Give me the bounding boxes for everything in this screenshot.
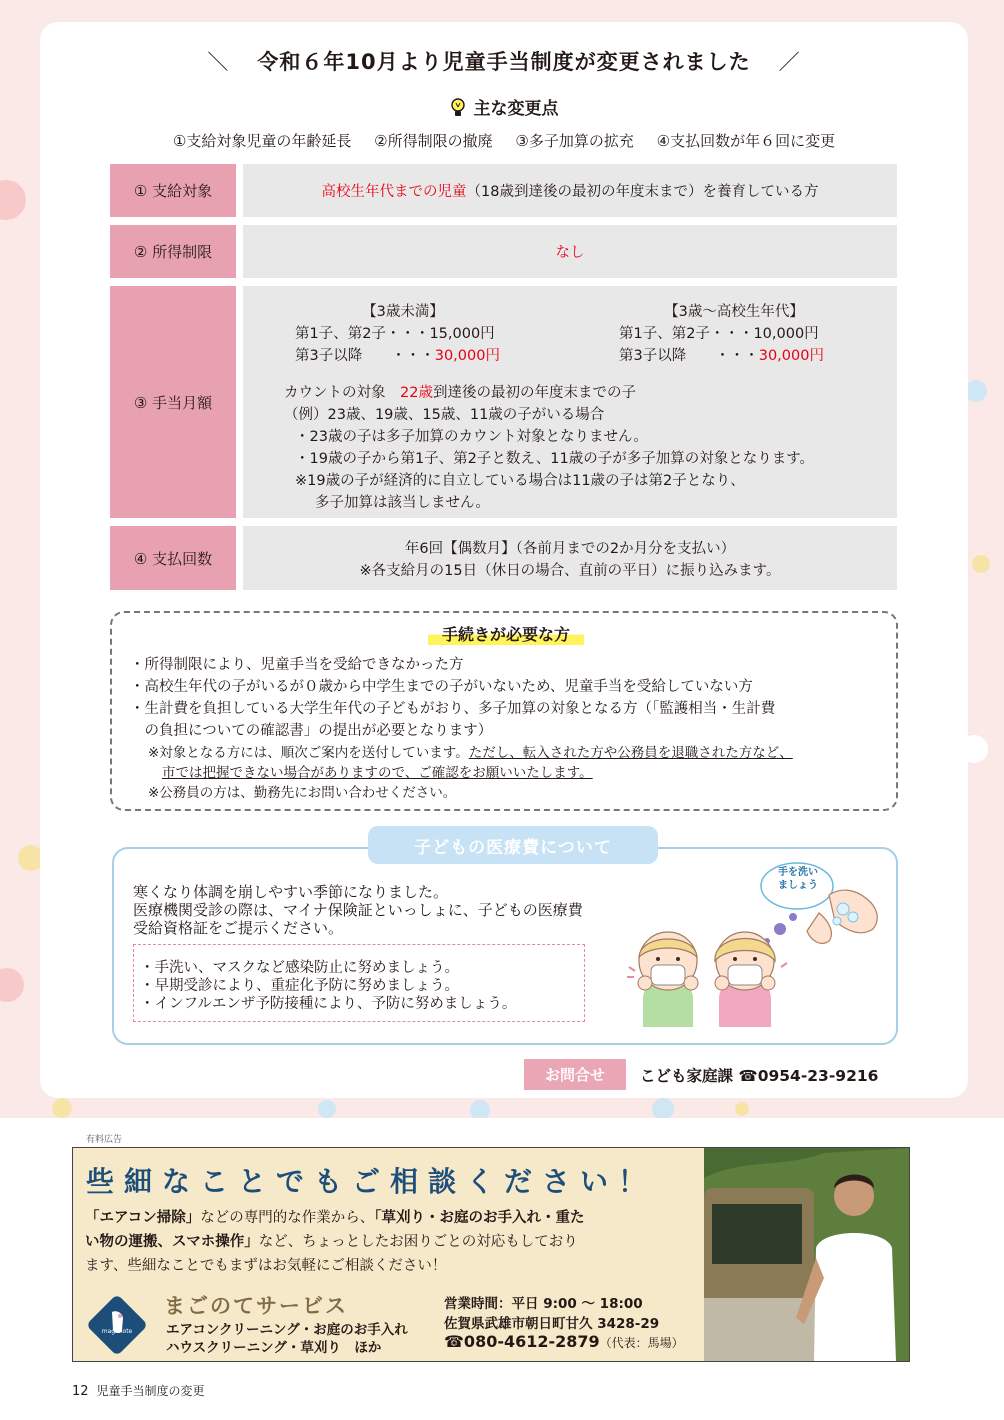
count-example: （例）23歳、19歳、15歳、11歳の子がいる場合 xyxy=(284,407,605,423)
decor-dot xyxy=(0,180,26,220)
income-limit-value: なし xyxy=(555,245,585,261)
medical-title: 子どもの医療費について xyxy=(368,826,658,864)
ad-text: 「草刈り・お庭のお手入れ・重た xyxy=(374,1210,585,1226)
magonote-logo xyxy=(86,1294,148,1356)
procedure-item: ・高校生年代の子がいるが０歳から中学生までの子がいないため、児童手当を受給していない方 xyxy=(130,679,753,695)
medical-tip: ・インフルエンザ予防接種により、予防に努めましょう。 xyxy=(140,996,517,1012)
procedure-title: 手続きが必要な方 xyxy=(428,622,584,645)
row-body-monthly-amount xyxy=(243,286,897,518)
title-decoration: ＼ xyxy=(207,50,230,74)
row-label-income-limit xyxy=(110,225,236,278)
procedure-note-underlined: ただし、転入された方や公務員を退職された方など、 xyxy=(468,745,793,761)
count-bullet: ・23歳の子は多子加算のカウント対象となりません。 xyxy=(295,429,648,445)
ad-headline: 些細なことでもご相談ください！ xyxy=(86,1165,657,1198)
ad-body-line xyxy=(85,1230,578,1254)
row-label-text: ② 所得制限 xyxy=(133,243,213,261)
decor-dot xyxy=(470,1100,490,1118)
procedure-note-plain: ※対象となる方には、順次ご案内を送付しています。 xyxy=(148,745,469,761)
row-body-payment-frequency xyxy=(243,526,897,590)
ad-phone-note: （代表：馬場） xyxy=(599,1336,684,1350)
procedure-note: ※公務員の方は、勤務先にお問い合わせください。 xyxy=(148,785,457,801)
key-changes-title: 主な変更点 xyxy=(473,99,559,119)
decor-dot xyxy=(652,1098,674,1118)
key-change-item: ①支給対象児童の年齢延長 xyxy=(172,132,352,150)
count-target-line xyxy=(284,381,636,402)
row-label-text: ③ 手当月額 xyxy=(133,393,213,412)
count-bullet: ・19歳の子から第1子、第2子と数え、11歳の子が多子加算の対象となります。 xyxy=(295,451,815,467)
procedure-item: の負担についての確認書」の提出が必要となります） xyxy=(130,723,493,739)
ad-body-line xyxy=(85,1206,585,1230)
key-change-item: ②所得制限の撤廃 xyxy=(374,132,493,150)
age3-to-highschool-heading: 【3歳～高校生年代】 xyxy=(664,304,804,320)
ad-text: い物の運搬、スマホ操作」 xyxy=(85,1234,259,1250)
medical-text: 寒くなり体調を崩しやすい季節になりました。 xyxy=(133,883,449,901)
footer-title: 児童手当制度の変更 xyxy=(96,1384,205,1398)
count-prefix: カウントの対象 xyxy=(284,385,400,401)
count-note: ※19歳の子が経済的に自立している場合は11歳の子は第2子となり、 xyxy=(295,473,745,489)
ad-hours: 営業時間：平日 9:00 ～ 18:00 xyxy=(444,1296,643,1312)
page-title xyxy=(40,46,968,76)
age3-to-highschool-line2 xyxy=(619,344,824,365)
decor-dot xyxy=(972,555,990,573)
key-changes-heading xyxy=(40,94,968,119)
lightbulb-icon xyxy=(450,98,466,118)
row-body-eligibility xyxy=(243,164,897,217)
under3-line2-prefix: 第3子以降 ・・・ xyxy=(295,348,435,364)
procedure-item: ・所得制限により、児童手当を受給できなかった方 xyxy=(130,657,464,673)
row-label-eligibility xyxy=(110,164,236,217)
hand-washing-bubble xyxy=(778,866,818,892)
children-mask-illustration xyxy=(615,857,895,1027)
count-note: 多子加算は該当しません。 xyxy=(315,495,490,511)
eligibility-text: （18歳到達後の最初の年度末まで）を養育している方 xyxy=(466,184,819,200)
decor-dot xyxy=(318,1100,336,1118)
payment-frequency-line1: 年6回【偶数月】（各前月までの2か月分を支払い） xyxy=(404,541,736,557)
key-change-item: ④支払回数が年６回に変更 xyxy=(656,132,836,150)
ad-services: エアコンクリーニング・お庭のお手入れ xyxy=(166,1322,408,1338)
eligibility-highlight: 高校生年代までの児童 xyxy=(321,184,467,200)
key-change-item: ③多子加算の拡充 xyxy=(515,132,634,150)
decor-dot xyxy=(965,380,987,402)
age3-to-highschool-line1: 第1子、第2子・・・10,000円 xyxy=(619,326,819,342)
count-age: 22歳 xyxy=(400,385,433,401)
ad-photo xyxy=(704,1148,909,1361)
magonote-logo-icon xyxy=(86,1294,148,1356)
key-changes-list xyxy=(40,130,968,151)
medical-text: 受給資格証をご提示ください。 xyxy=(133,919,344,937)
contact-badge: お問合せ xyxy=(524,1059,626,1090)
ad-phone[interactable]: ☎080-4612-2879 xyxy=(444,1332,600,1351)
ad-text: など、ちょっとしたお困りごとの対応もしており xyxy=(258,1234,578,1250)
contact-phone[interactable]: こども家庭課 ☎0954-23-9216 xyxy=(640,1067,879,1085)
ad-services: ハウスクリーニング・草刈り ほか xyxy=(166,1340,382,1356)
under3-line2-amount: 30,000円 xyxy=(434,348,500,364)
row-label-payment-frequency xyxy=(110,526,236,590)
page-number: 12 xyxy=(72,1384,89,1399)
page-footer xyxy=(72,1382,205,1399)
medical-text: 医療機関受診の際は、マイナ保険証といっしょに、子どもの医療費 xyxy=(133,901,583,919)
ad-address: 佐賀県武雄市朝日町甘久 3428-29 xyxy=(444,1316,660,1332)
decor-dot xyxy=(52,1098,72,1118)
row-label-monthly-amount xyxy=(110,286,236,518)
row-body-income-limit xyxy=(243,225,897,278)
bubble-text: 手を洗い xyxy=(778,867,818,878)
ad-person-photo xyxy=(704,1148,909,1361)
procedure-item: ・生計費を負担している大学生年代の子どもがおり、多子加算の対象となる方（「監護相当・生計費 xyxy=(130,701,776,717)
procedure-note xyxy=(148,743,793,764)
under3-line2 xyxy=(295,344,500,365)
under3-heading: 【3歳未満】 xyxy=(362,304,444,320)
ad-body-line: ます、些細なことでもまずはお気軽にご相談ください！ xyxy=(85,1258,447,1274)
decor-dot xyxy=(0,968,24,1002)
procedure-note-underlined: 市では把握できない場合がありますので、ご確認をお願いいたします。 xyxy=(162,765,593,781)
logo-text: magonote xyxy=(101,1328,133,1335)
ad-phone-line xyxy=(444,1332,684,1351)
decor-dot xyxy=(735,1102,749,1116)
row-label-text: ④ 支払回数 xyxy=(133,549,213,568)
under3-line1: 第1子、第2子・・・15,000円 xyxy=(295,326,495,342)
row-label-text: ① 支給対象 xyxy=(133,182,213,200)
payment-frequency-line2: ※各支給月の15日（休日の場合、直前の平日）に振り込みます。 xyxy=(359,563,781,579)
ad-text: 「エアコン掃除」 xyxy=(85,1210,201,1226)
title-text: 令和６年10月より児童手当制度が変更されました xyxy=(257,50,751,74)
age3-line2-amount: 30,000円 xyxy=(758,348,824,364)
medical-tip: ・早期受診により、重症化予防に努めましょう。 xyxy=(140,978,459,994)
medical-tip: ・手洗い、マスクなど感染防止に努めましょう。 xyxy=(140,960,459,976)
ad-label: 有料広告 xyxy=(86,1135,123,1145)
ad-brand-name: まごのてサービス xyxy=(164,1294,348,1318)
age3-line2-prefix: 第3子以降 ・・・ xyxy=(619,348,759,364)
title-decoration: ／ xyxy=(778,50,801,74)
count-suffix: 到達後の最初の年度末までの子 xyxy=(432,385,636,401)
ad-text: などの専門的な作業から、 xyxy=(200,1210,375,1226)
bubble-text: ましょう xyxy=(778,880,818,891)
